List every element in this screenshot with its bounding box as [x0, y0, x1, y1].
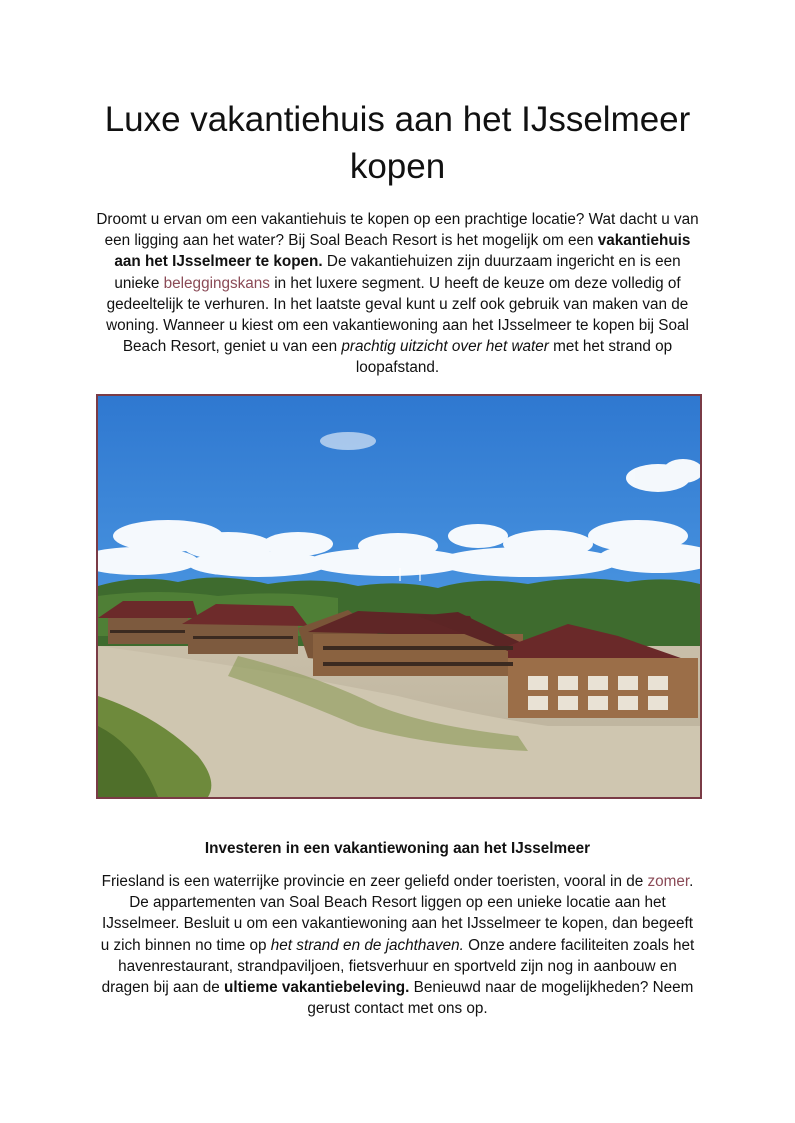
beleggingskans-link[interactable]: beleggingskans	[163, 274, 270, 292]
intro-text-3: in het luxere segment. U heeft de keuze om deze volledig of gedeeltelijk te verhuren. In het laatste geval kunt u zelf ook gebruik van maken van de woning. Wanneer u kiest om een vakantiewoning aan het IJsselmeer te kopen bij Soal Beach Resort, geniet u van een	[106, 274, 689, 356]
zomer-link[interactable]: zomer	[647, 873, 690, 890]
section-paragraph	[96, 871, 699, 1019]
page-title: Luxe vakantiehuis aan het IJsselmeer kopen	[104, 100, 691, 186]
intro-text-1: Droomt u ervan om een vakantiehuis te kopen op een prachtige locatie? Wat dacht u van een ligging aan het water? Bij Soal Beach Resort is het mogelijk om een	[96, 211, 699, 250]
resort-photo	[96, 394, 702, 799]
intro-italic-1: prachtig uitzicht over het water	[341, 338, 549, 356]
section-heading: Investeren in een vakantiewoning aan het IJsselmeer	[204, 840, 591, 857]
section-text-2: . De appartementen van Soal Beach Resort liggen op een unieke locatie aan het IJsselmeer. Besluit u om een vakantiewoning aan het IJsselmeer te kopen, dan begeeft u zich binnen no time op	[100, 873, 694, 954]
section-bold-1: ultieme vakantiebeleving.	[224, 979, 410, 997]
intro-text-2: De vakantiehuizen zijn duurzaam ingericht en is een unieke	[114, 253, 681, 292]
section-italic-1: het strand en de jachthaven.	[270, 936, 464, 954]
intro-bold-1: vakantiehuis aan het IJsselmeer te kopen.	[114, 232, 691, 271]
intro-paragraph	[96, 209, 699, 379]
section-text-3: Onze andere faciliteiten zoals het havenrestaurant, strandpaviljoen, fietsverhuur en sportveld zijn nog in aanbouw en dragen bij aan de	[101, 936, 695, 997]
resort-aerial-image	[98, 396, 700, 797]
intro-text-4: met het strand op loopafstand.	[355, 338, 673, 377]
section-text-1: Friesland is een waterrijke provincie en zeer geliefd onder toeristen, vooral in de	[101, 873, 648, 890]
section-text-4: Benieuwd naar de mogelijkheden? Neem gerust contact met ons op.	[307, 979, 694, 1018]
